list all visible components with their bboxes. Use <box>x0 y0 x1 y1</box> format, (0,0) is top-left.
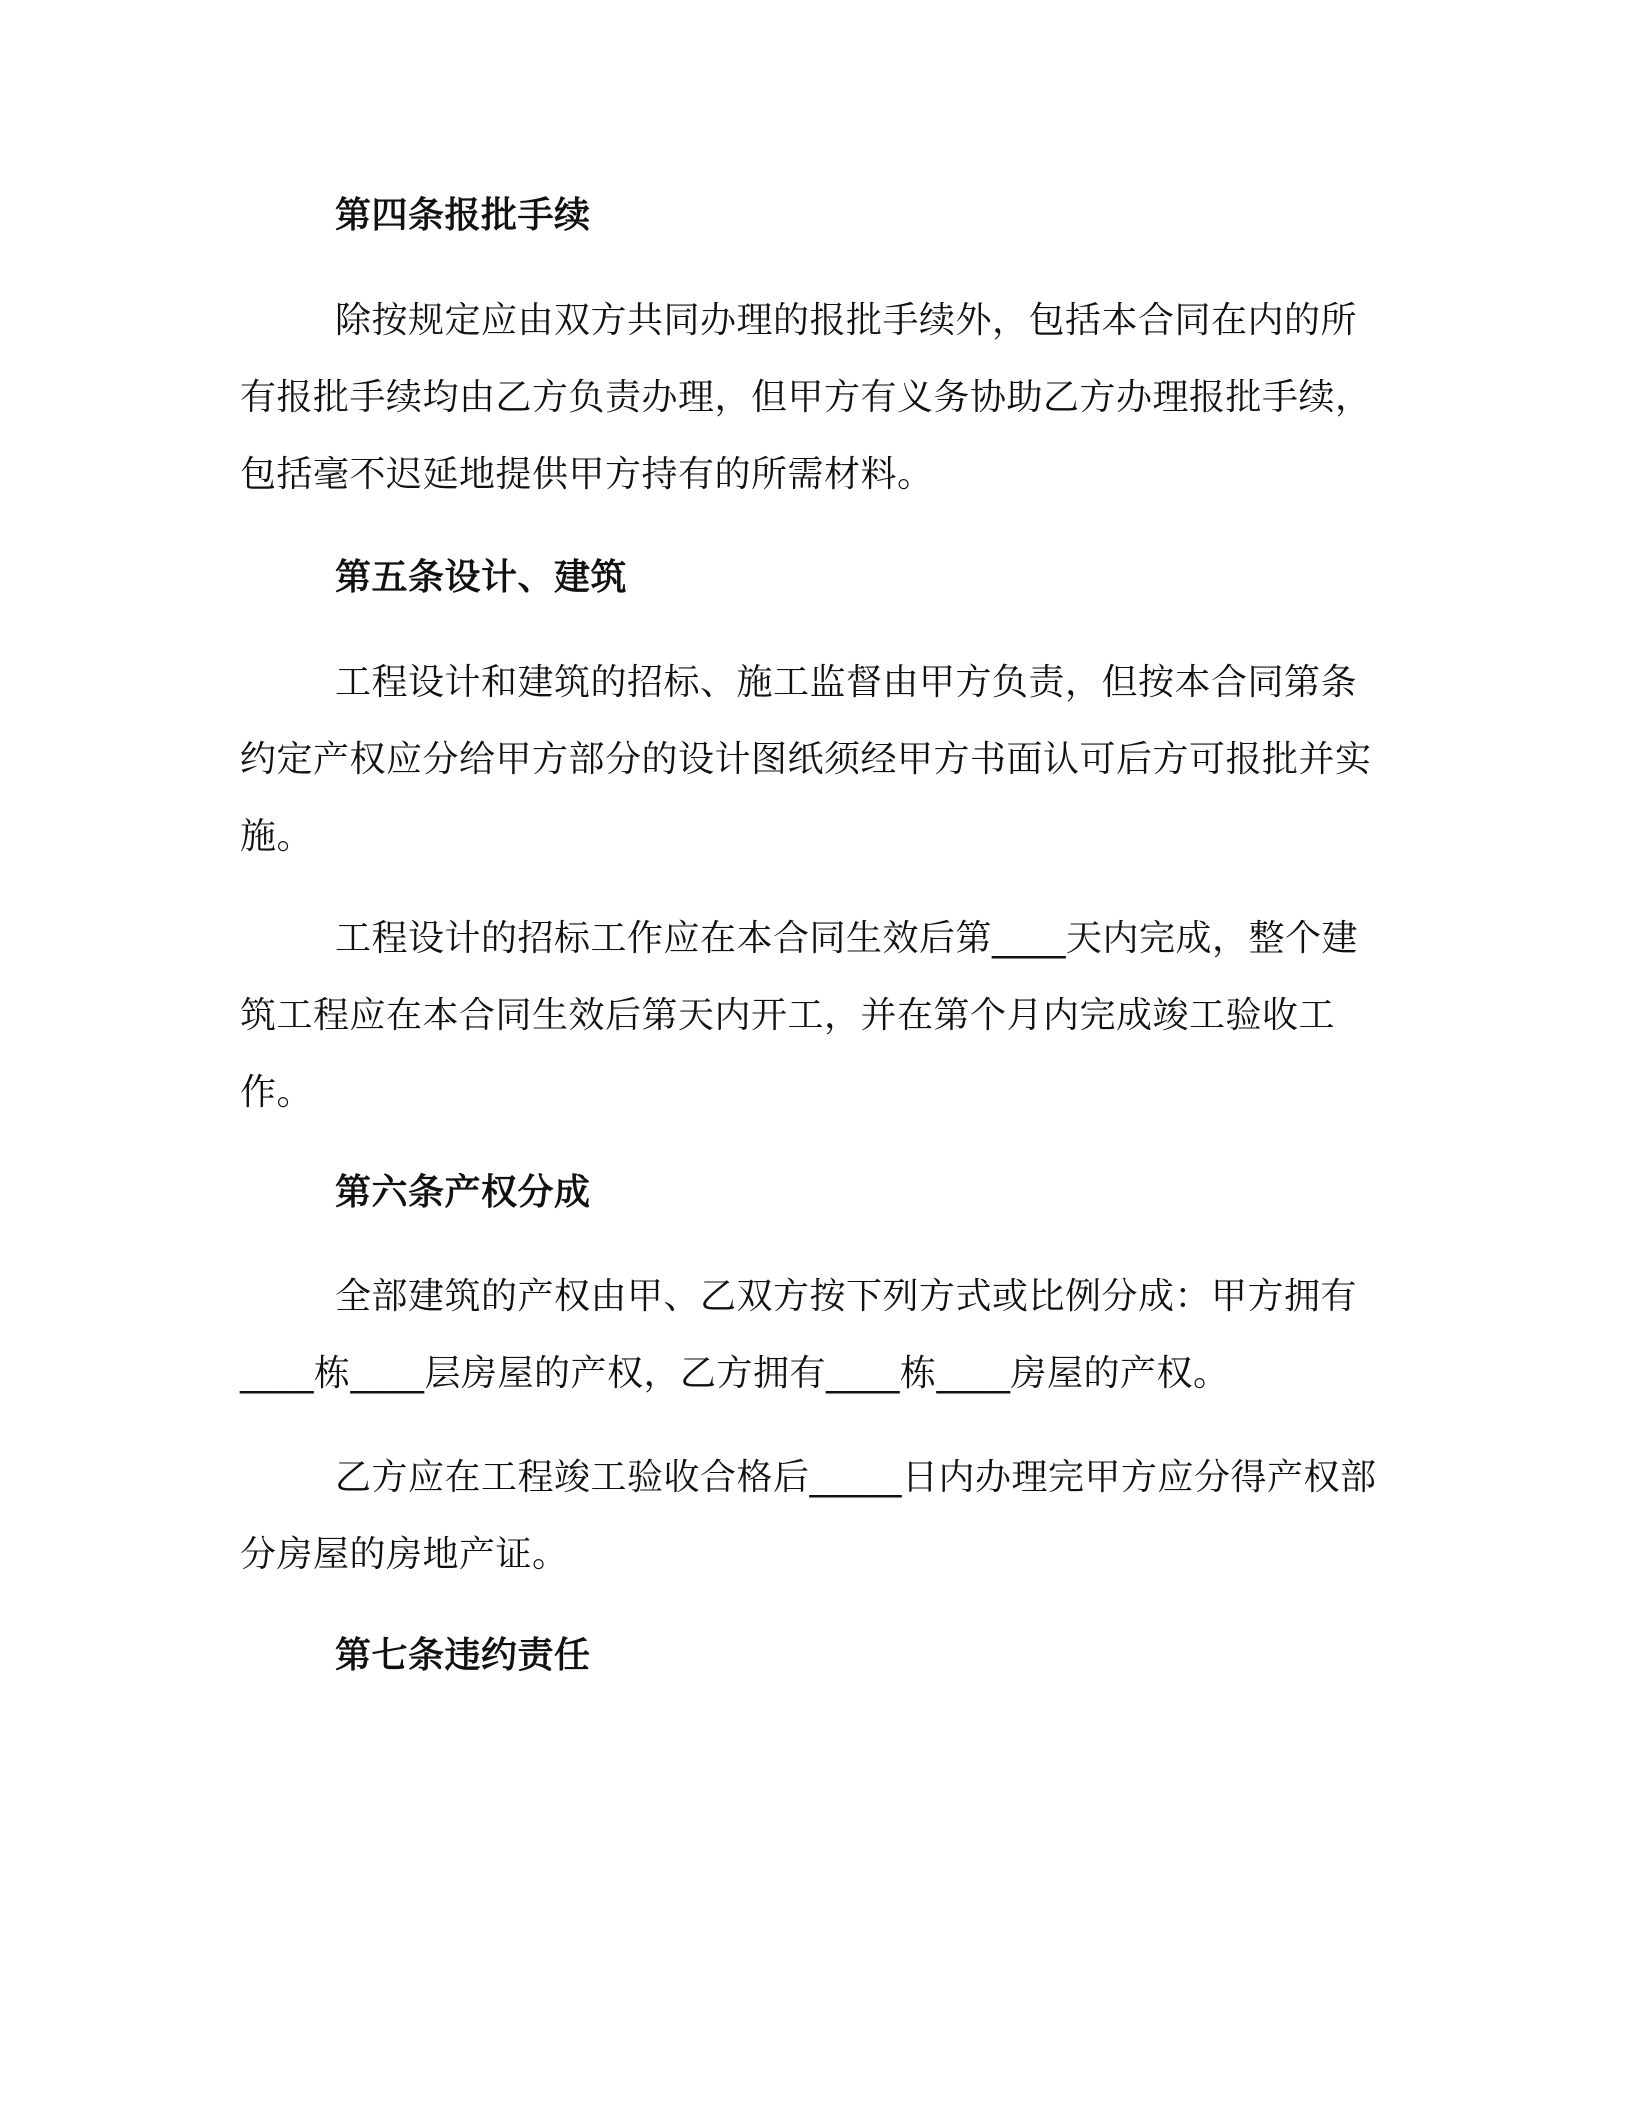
paragraph-article-5-schedule: 工程设计的招标工作应在本合同生效后第____天内完成，整个建筑工程应在本合同生效后第天内开工，并在第个月内完成竣工验收工作。 <box>240 918 1359 1113</box>
paragraph-article-4-approval: 除按规定应由双方共同办理的报批手续外，包括本合同在内的所有报批手续均由乙方负责办理，但甲方有义务协助乙方办理报批手续，包括毫不迟延地提供甲方持有的所需材料。 <box>240 300 1372 495</box>
section-heading-article-4: 第四条报批手续 <box>335 195 591 236</box>
section-heading-article-6: 第六条产权分成 <box>335 1172 591 1213</box>
section-heading-article-5: 第五条设计、建筑 <box>335 557 628 598</box>
paragraph-article-6-certificate: 乙方应在工程竣工验收合格后_____日内办理完甲方应分得产权部分房屋的房地产证。 <box>240 1457 1377 1575</box>
paragraph-article-5-design: 工程设计和建筑的招标、施工监督由甲方负责，但按本合同第条约定产权应分给甲方部分的设计图纸须经甲方书面认可后方可报批并实施。 <box>240 662 1372 857</box>
section-heading-article-7: 第七条违约责任 <box>335 1635 591 1676</box>
paragraph-article-6-ownership-split: 全部建筑的产权由甲、乙双方按下列方式或比例分成：甲方拥有____栋____层房屋的产权，乙方拥有____栋____房屋的产权。 <box>240 1276 1358 1394</box>
